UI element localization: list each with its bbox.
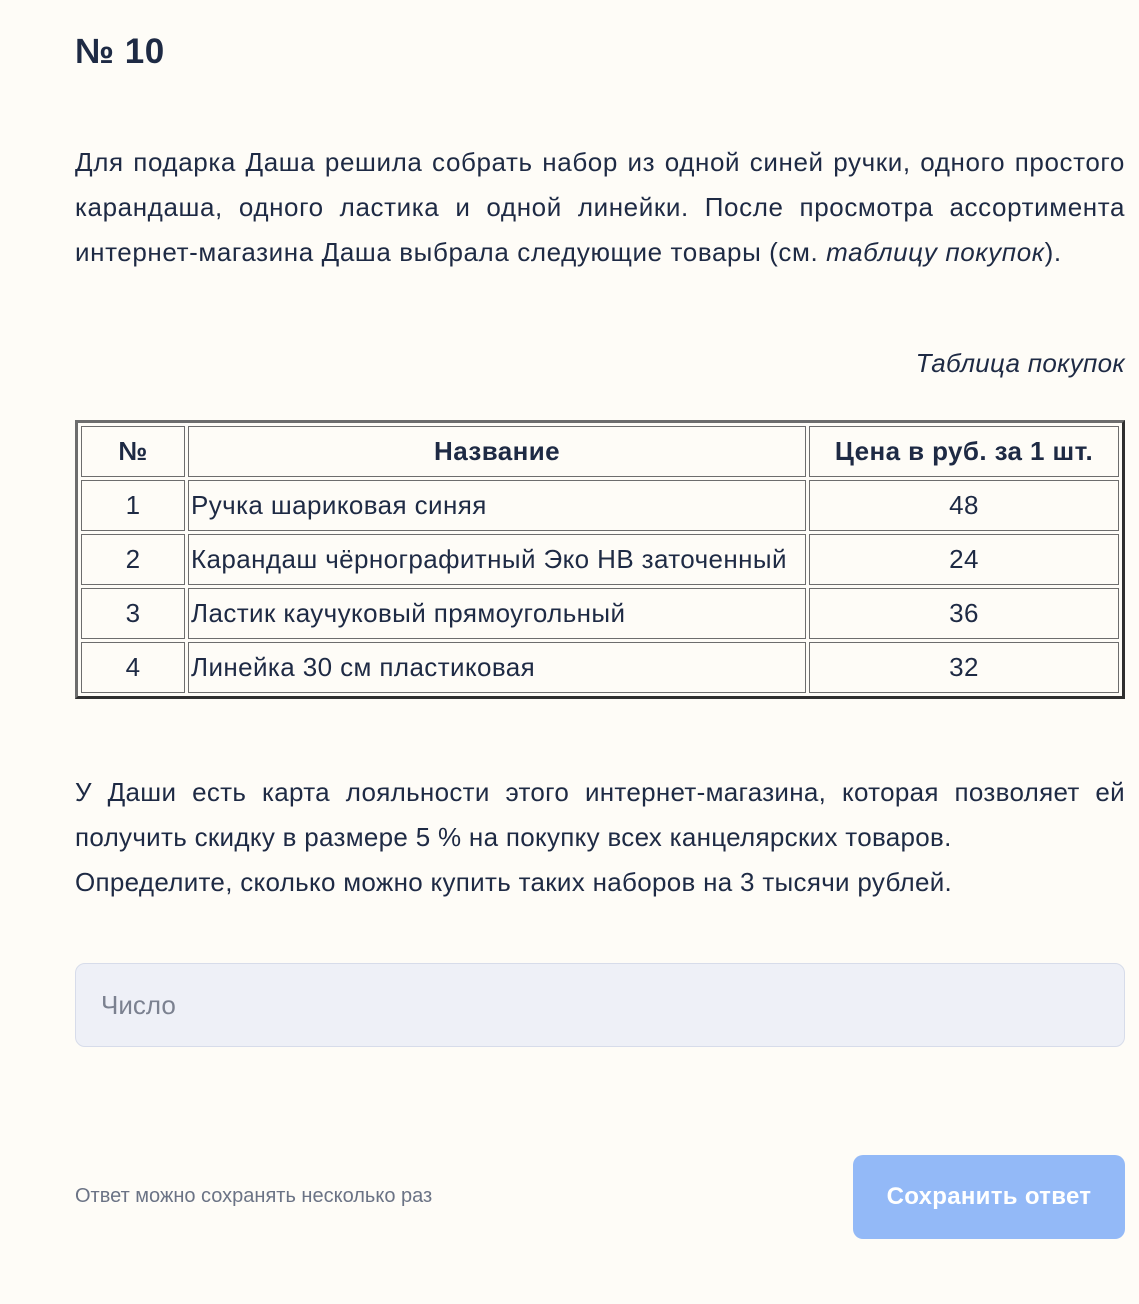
header-num: №	[81, 426, 185, 477]
table-row	[81, 534, 1119, 585]
row-name: Линейка 30 см пластиковая	[188, 642, 806, 693]
table-row	[81, 588, 1119, 639]
intro-table-reference: таблицу покупок	[826, 237, 1045, 267]
row-num: 1	[81, 480, 185, 531]
purchases-table-frame	[75, 420, 1125, 699]
table-caption: Таблица покупок	[915, 348, 1125, 378]
row-price: 32	[809, 642, 1119, 693]
row-num: 4	[81, 642, 185, 693]
header-name: Название	[188, 426, 806, 477]
table-header-row	[81, 426, 1119, 477]
header-price: Цена в руб. за 1 шт.	[809, 426, 1119, 477]
table-row	[81, 642, 1119, 693]
task-number: № 10	[75, 32, 165, 71]
row-name: Ручка шариковая синяя	[188, 480, 806, 531]
question-text: Определите, сколько можно купить таких наборов на 3 тысячи рублей.	[75, 867, 953, 897]
save-hint: Ответ можно сохранять несколько раз	[75, 1185, 433, 1207]
row-num: 2	[81, 534, 185, 585]
row-price: 24	[809, 534, 1119, 585]
answer-input[interactable]	[75, 963, 1125, 1047]
intro-text-end: ).	[1044, 237, 1062, 267]
row-price: 36	[809, 588, 1119, 639]
row-name: Ластик каучуковый прямоугольный	[188, 588, 806, 639]
task-question-text	[75, 770, 1125, 905]
task-intro-text	[75, 140, 1125, 275]
row-num: 3	[81, 588, 185, 639]
save-answer-button[interactable]: Сохранить ответ	[853, 1155, 1125, 1239]
row-name: Карандаш чёрнографитный Эко НВ заточенный	[188, 534, 806, 585]
discount-text: У Даши есть карта лояльности этого интернет-магазина, которая позволяет ей получить скидку в размере 5 % на покупку всех канцелярских товаров.	[75, 777, 1125, 852]
row-price: 48	[809, 480, 1119, 531]
intro-text-start: Для подарка Даша решила собрать набор из одной синей ручки, одного простого карандаша, одного ластика и одной линейки. После просмотра ассортимента интернет-магазина Даша выбрала следующие товары (см.	[75, 147, 1125, 267]
purchases-table	[78, 423, 1122, 696]
table-row	[81, 480, 1119, 531]
